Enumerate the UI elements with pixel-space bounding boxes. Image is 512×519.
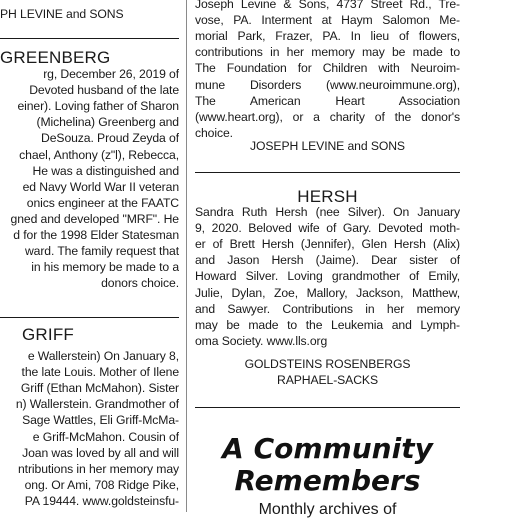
obituary-text-line: e Wallerstein) On January 8,	[27, 349, 179, 363]
obituary-text-line: in his memory be made to a	[31, 260, 179, 275]
obituary-text-line: morial Park, Frazer, PA. In lieu of flowers,	[195, 29, 460, 44]
obituary-text-line: and Jason Hersh (Jaime). Dear sister of	[195, 253, 460, 268]
community-remembers-title: A Community	[222, 432, 433, 465]
obituary-text-line: oma Society. www.lls.org	[195, 333, 328, 348]
obituary-name-griff: GRIFF	[22, 325, 74, 344]
obituary-text-line: einer). Loving father of Sharon	[17, 99, 179, 114]
community-remembers-subtitle: Monthly archives of	[258, 501, 397, 518]
obituary-text-line: chael, Anthony (z"l), Rebecca,	[19, 147, 179, 162]
obituary-text-line: Sandra Ruth Hersh (nee Silver). On January	[195, 205, 460, 219]
obituary-text-line: The American Heart Association	[195, 93, 460, 108]
obituary-text-line: the late Louis. Mother of Ilene	[21, 365, 179, 380]
obituary-name-greenberg: GREENBERG	[0, 48, 111, 67]
obituary-text-line: onics engineer at the FAATC	[26, 195, 179, 210]
obituary-text-line: e Griff-McMahon. Cousin of	[32, 429, 179, 444]
obituary-text-line: 9, 2020. Beloved wife of Gary. Devoted moth-	[195, 221, 460, 236]
obituary-text-line: ong. Or Ami, 708 Ridge Pike,	[24, 477, 179, 492]
obituary-text-line: choice.	[195, 125, 233, 140]
obituary-text-line: gned and developed "MRF". He	[10, 211, 179, 226]
funeral-home-signature: JOSEPH LEVINE and SONS	[250, 139, 405, 153]
obituary-text-line: mune Disorders (www.neuroimmune.org),	[195, 77, 460, 92]
obituary-text-line: rg, December 26, 2019 of	[43, 67, 179, 81]
obituary-text-line: d for the 1998 Elder Statesman	[13, 228, 179, 242]
obituary-text-line: Joan was loved by all and will	[22, 445, 179, 460]
obituary-text-line: PA 19444. www.goldsteinsfu-	[24, 493, 179, 508]
obituary-name-hersh: HERSH	[297, 187, 358, 206]
funeral-home-signature: GOLDSTEINS ROSENBERGS	[244, 357, 411, 371]
obituary-text-line: may be made to the Leukemia and Lymph-	[195, 317, 460, 332]
obituary-text-line: Joseph Levine & Sons, 4737 Street Rd., Tre-	[195, 0, 460, 11]
griff-obituary	[0, 0, 179, 512]
section-separator	[195, 407, 460, 408]
obituary-text-line: Sage Wattles, Eli Griff-McMa-	[22, 413, 179, 428]
obituary-text-line: He was a distinguished and	[32, 163, 179, 178]
obituary-text-line: Howard Silver. Loving grandmother of Emily,	[195, 269, 460, 284]
obituary-text-line: (Michelina) Greenberg and	[36, 115, 179, 130]
obituary-text-line: The Foundation for Children with Neuroim-	[195, 61, 460, 76]
obituary-text-line: and Sawyer. Contributions in her memory	[195, 301, 460, 316]
obituary-text-line: DeSouza. Proud Zeyda of	[41, 131, 179, 146]
obituary-text-line: Griff (Ethan McMahon). Sister	[20, 381, 179, 396]
obituary-text-line: donors choice.	[101, 276, 179, 291]
obituary-text-line: er of Brett Hersh (Jennifer), Glen Hersh (Alix)	[195, 237, 460, 252]
obituary-text-line: vose, PA. Interment at Haym Salomon Me-	[195, 13, 460, 28]
funeral-home-signature: RAPHAEL-SACKS	[277, 373, 378, 387]
community-remembers-title-line2: Remembers	[234, 464, 421, 497]
column-divider	[186, 0, 187, 512]
obituary-text-line: Devoted husband of the late	[29, 83, 179, 98]
obituary-text-line: n) Wallerstein. Grandmother of	[15, 397, 179, 412]
obituary-text-line: (www.heart.org), or a charity of the donor's	[195, 109, 460, 124]
obituary-text-line: ward. The family request that	[24, 244, 179, 259]
obituary-text-line: ntributions in her memory may	[17, 461, 179, 476]
obituary-text-line: ed Navy World War II veteran	[22, 179, 179, 194]
funeral-home-signature: PH LEVINE and SONS	[0, 7, 124, 21]
obituary-text-line: contributions in her memory may be made to	[195, 45, 460, 60]
obituary-text-line: Julie, Dylan, Zoe, Mallory, Jackson, Matthew,	[195, 285, 460, 300]
